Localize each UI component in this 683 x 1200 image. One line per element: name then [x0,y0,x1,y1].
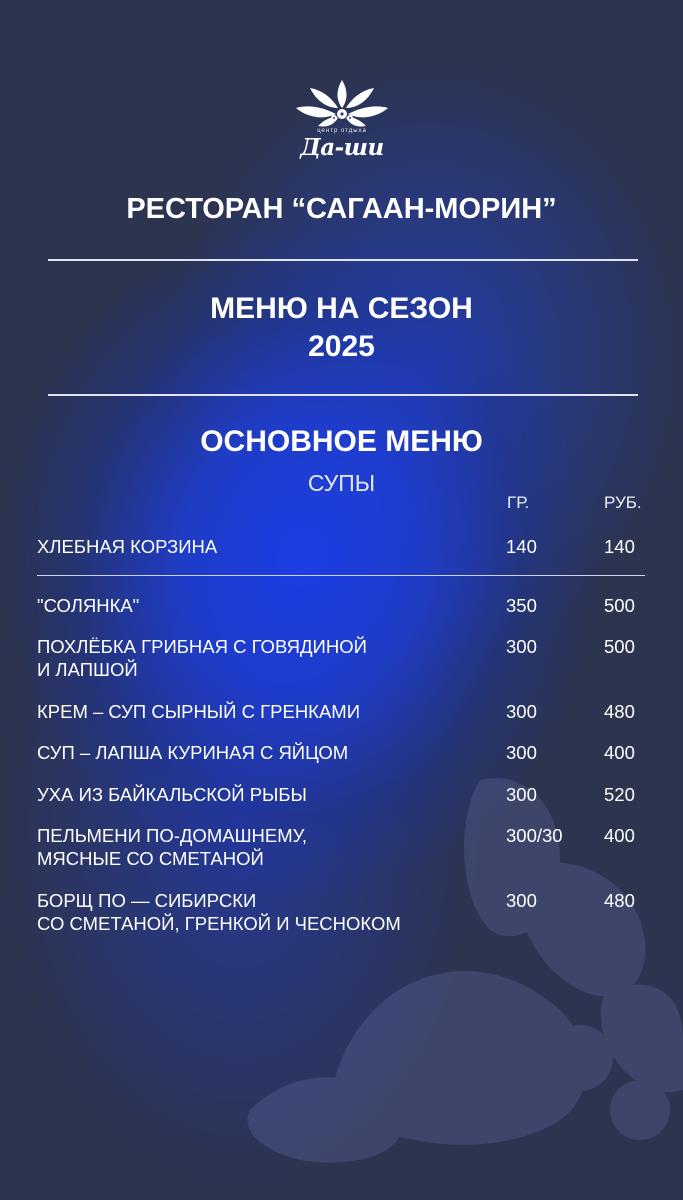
logo [288,74,396,162]
item-price: 400 [604,742,635,763]
column-header-grams: ГР. [507,493,530,512]
item-price: 480 [604,701,635,722]
item-price: 500 [604,595,635,616]
restaurant-title: РЕСТОРАН “САГААН-МОРИН” [126,193,557,225]
season-year: 2025 [308,330,375,363]
item-price: 500 [604,636,635,657]
item-name: ХЛЕБНАЯ КОРЗИНА [37,536,218,557]
logo-tagline: центр отдыха [317,128,367,134]
item-grams: 300 [506,742,537,763]
logo-name: Да-ши [300,134,384,161]
divider-top [48,259,638,261]
item-grams: 350 [506,595,537,616]
item-grams: 300 [506,784,537,805]
row-divider [37,575,645,576]
item-price: 520 [604,784,635,805]
item-grams: 300 [506,890,537,911]
season-title [0,290,683,366]
section-title-soups: СУПЫ [307,470,376,496]
item-grams: 140 [506,536,537,557]
item-name: "СОЛЯНКА" [37,595,140,616]
item-grams: 300 [506,636,537,657]
item-grams: 300/30 [506,825,563,846]
item-name: ПЕЛЬМЕНИ ПО-ДОМАШНЕМУ, МЯСНЫЕ СО СМЕТАНОЙ [37,825,308,869]
item-name: ПОХЛЁБКА ГРИБНАЯ С ГОВЯДИНОЙ И ЛАПШОЙ [37,636,367,680]
menu-title: ОСНОВНОЕ МЕНЮ [200,425,483,458]
season-line: МЕНЮ НА СЕЗОН [210,292,473,325]
item-grams: 300 [506,701,537,722]
edelweiss-icon [288,74,396,134]
item-name: УХА ИЗ БАЙКАЛЬСКОЙ РЫБЫ [37,784,307,805]
item-name: СУП – ЛАПША КУРИНАЯ С ЯЙЦОМ [37,742,349,763]
item-price: 480 [604,890,635,911]
item-name: БОРЩ ПО — СИБИРСКИ СО СМЕТАНОЙ, ГРЕНКОЙ И ЧЕСНОКОМ [37,890,401,934]
column-header-rub: РУБ. [604,493,642,512]
divider-bottom [48,394,638,396]
item-price: 400 [604,825,635,846]
item-price: 140 [604,536,635,557]
item-name: КРЕМ – СУП СЫРНЫЙ С ГРЕНКАМИ [37,701,361,722]
